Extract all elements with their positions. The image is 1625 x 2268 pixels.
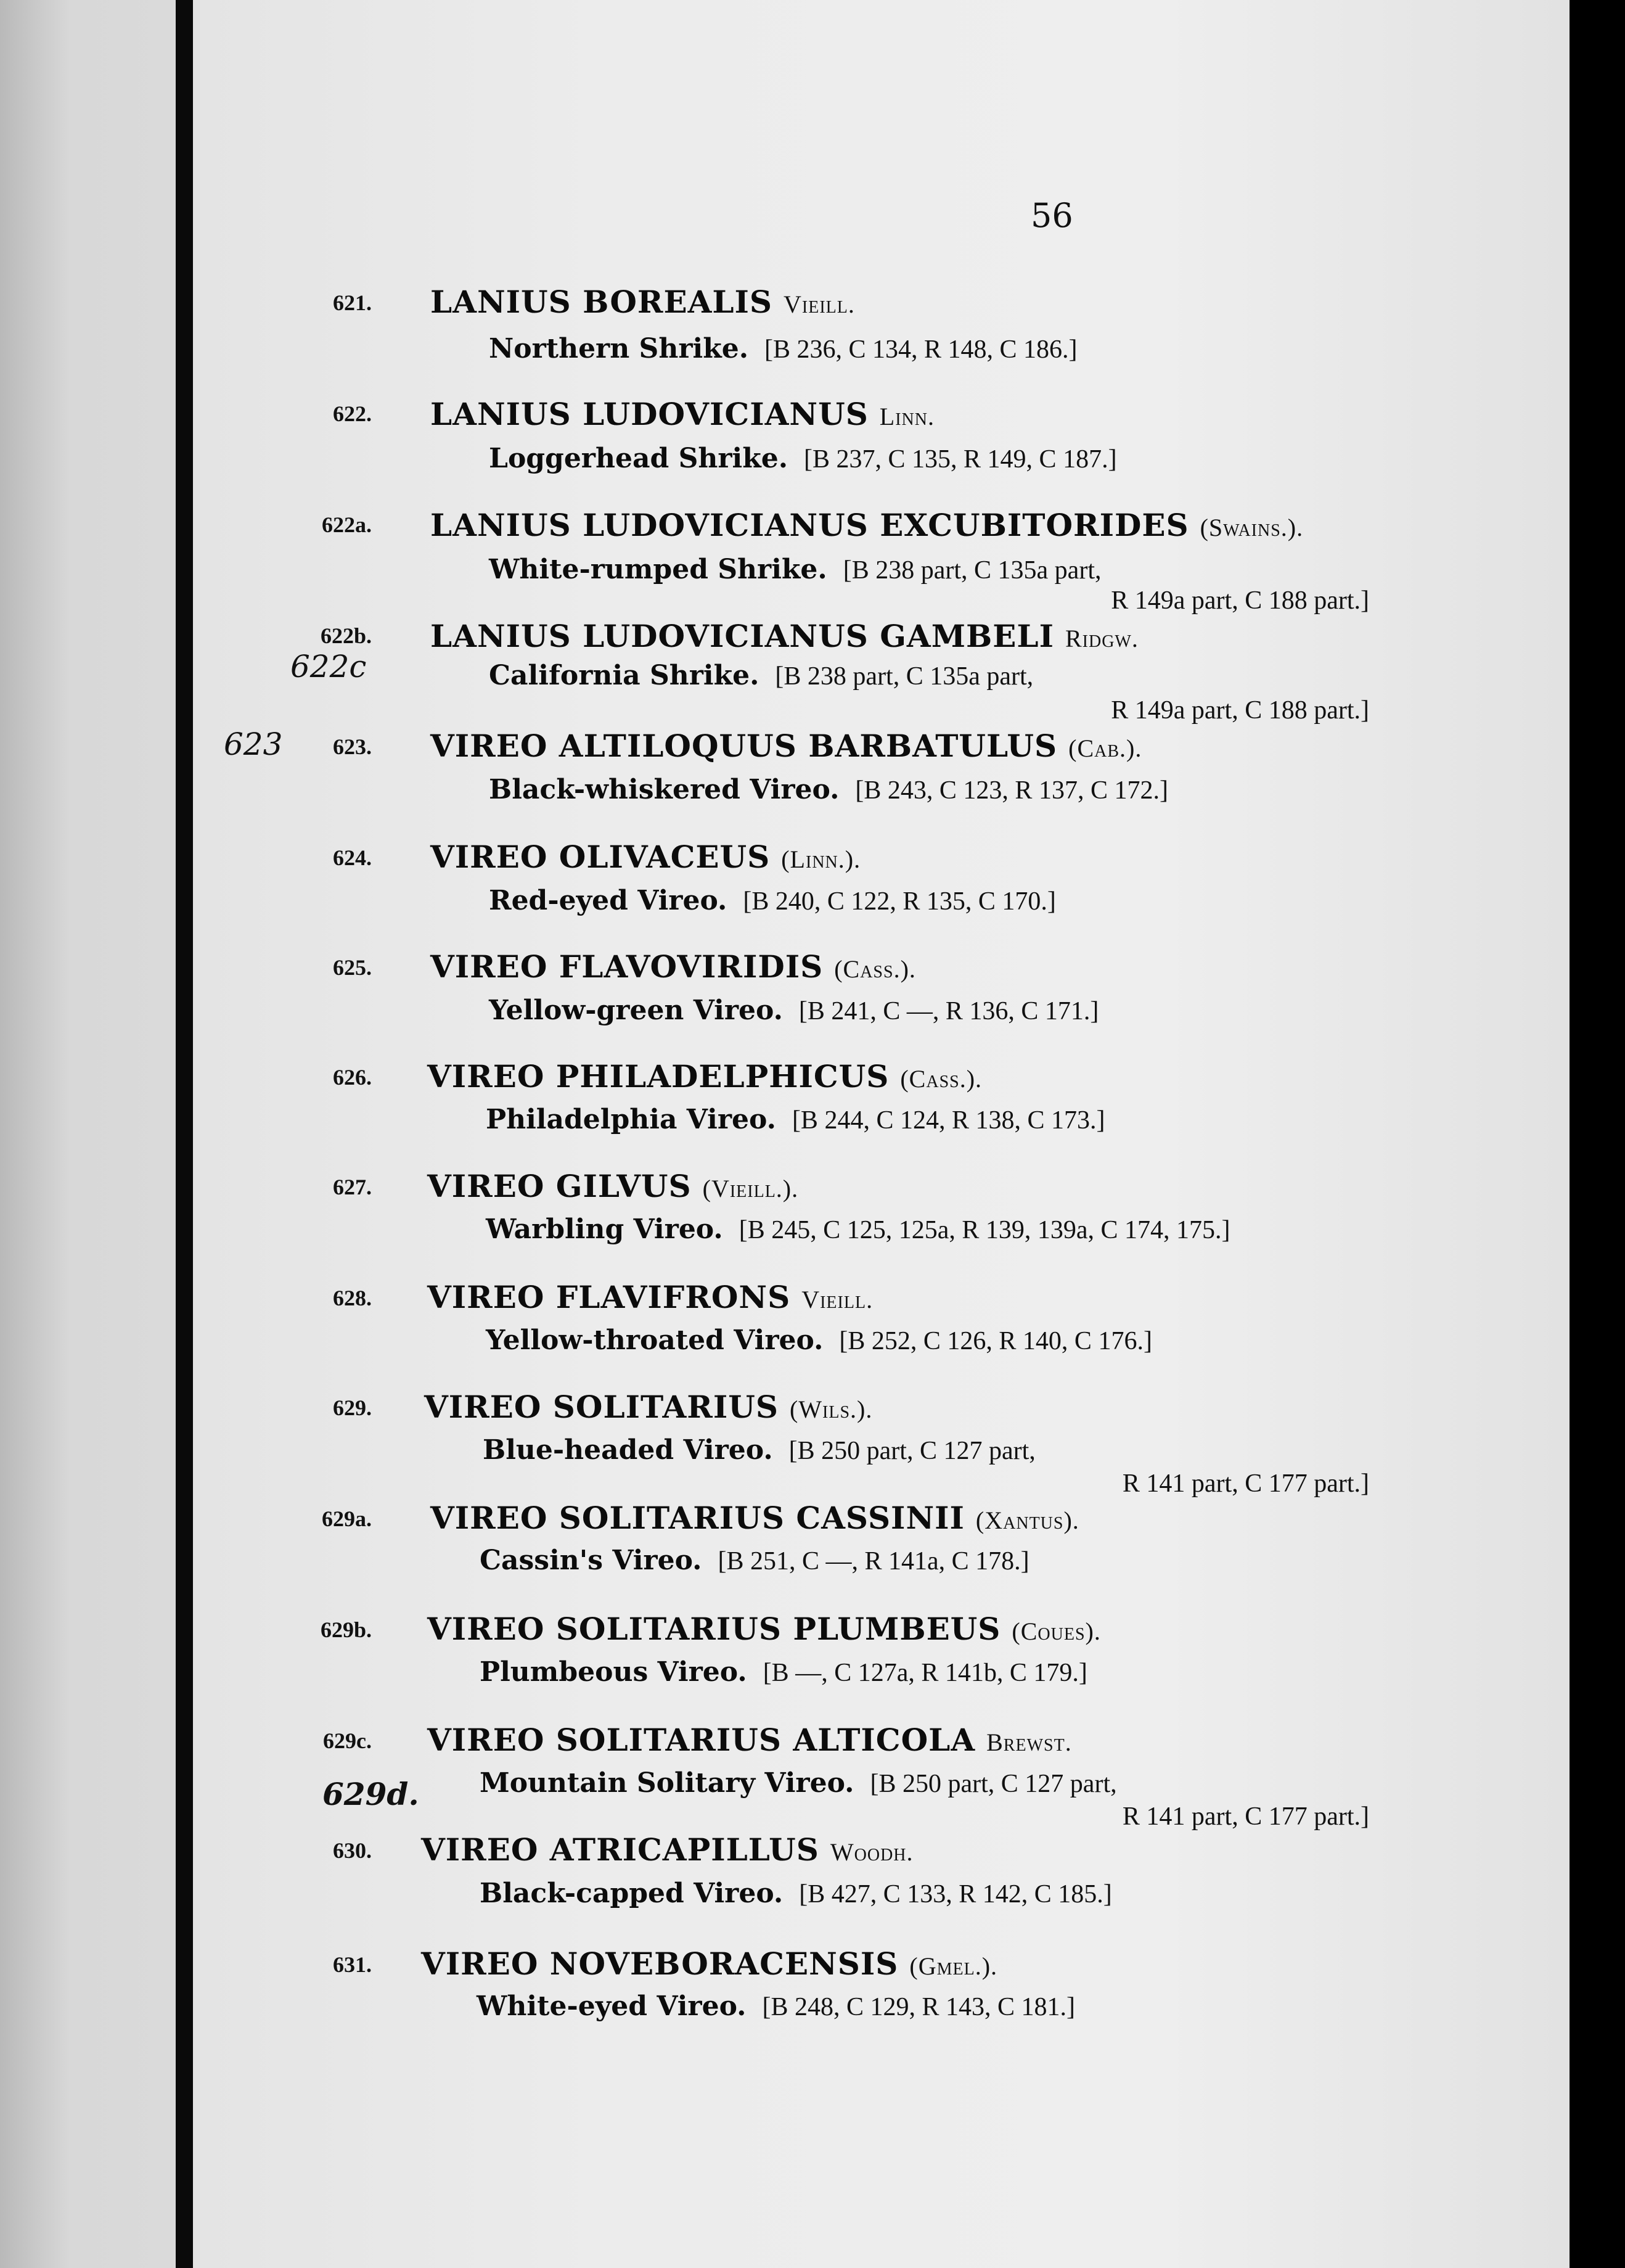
references-continued: R 149a part, C 188 part.] xyxy=(1111,696,1369,725)
references: [B 245, C 125, 125a, R 139, 139a, C 174, 175.] xyxy=(739,1216,1230,1244)
references: [B 238 part, C 135a part, xyxy=(775,662,1034,691)
references: [B 250 part, C 127 part, xyxy=(788,1437,1036,1465)
scientific-name: VIREO FLAVOVIRIDIS (Cass.). xyxy=(430,948,916,985)
entry-number: 630. xyxy=(333,1838,372,1863)
book-page xyxy=(193,0,1570,2268)
common-name: Blue-headed Vireo. [B 250 part, C 127 part, xyxy=(483,1434,1036,1466)
entry-number: 622a. xyxy=(322,512,372,537)
scientific-name: LANIUS LUDOVICIANUS EXCUBITORIDES (Swains.). xyxy=(430,507,1304,543)
authority: (Cab.). xyxy=(1068,734,1142,762)
scientific-name: LANIUS LUDOVICIANUS GAMBELI Ridgw. xyxy=(430,618,1139,654)
facing-page-edge xyxy=(0,0,176,2268)
common-name: Loggerhead Shrike. [B 237, C 135, R 149, C 187.] xyxy=(489,443,1117,474)
common-name: Warbling Vireo. [B 245, C 125, 125a, R 139, 139a, C 174, 175.] xyxy=(486,1214,1230,1245)
entry-number: 626. xyxy=(333,1065,372,1090)
scientific-name: VIREO OLIVACEUS (Linn.). xyxy=(430,839,861,875)
common-name: Northern Shrike. [B 236, C 134, R 148, C 186.] xyxy=(489,333,1078,364)
handwritten-note-623: 623 xyxy=(224,726,283,762)
authority: (Wils.). xyxy=(789,1395,873,1423)
scientific-name: VIREO PHILADELPHICUS (Cass.). xyxy=(427,1058,983,1095)
entry-number: 627. xyxy=(333,1175,372,1199)
common-name: California Shrike. [B 238 part, C 135a part, xyxy=(489,660,1034,691)
scientific-name: VIREO GILVUS (Vieill.). xyxy=(427,1168,799,1204)
scientific-name: VIREO SOLITARIUS (Wils.). xyxy=(424,1389,873,1425)
authority: Linn. xyxy=(879,403,935,430)
common-name: Philadelphia Vireo. [B 244, C 124, R 138, C 173.] xyxy=(486,1104,1105,1135)
common-name: Cassin's Vireo. [B 251, C —, R 141a, C 178.] xyxy=(480,1545,1029,1576)
entry-number: 623. xyxy=(333,734,372,759)
entry-number: 622b. xyxy=(320,623,372,648)
authority: Vieill. xyxy=(784,290,855,318)
authority: (Cass.). xyxy=(834,955,916,983)
scientific-name: VIREO SOLITARIUS PLUMBEUS (Coues). xyxy=(427,1611,1101,1647)
references: [B 251, C —, R 141a, C 178.] xyxy=(718,1547,1029,1576)
scan-border xyxy=(1570,0,1625,2268)
common-name: Yellow-green Vireo. [B 241, C —, R 136, C 171.] xyxy=(489,995,1099,1026)
authority: (Cass.). xyxy=(900,1065,983,1093)
handwritten-note-622c: 622c xyxy=(290,649,367,684)
references: [B 248, C 129, R 143, C 181.] xyxy=(762,1993,1076,2021)
references-continued: R 141 part, C 177 part.] xyxy=(1122,1802,1369,1831)
common-name: Black-capped Vireo. [B 427, C 133, R 142, C 185.] xyxy=(480,1878,1112,1909)
scientific-name: LANIUS BOREALIS Vieill. xyxy=(430,284,855,320)
authority: (Vieill.). xyxy=(702,1175,799,1202)
references: [B 238 part, C 135a part, xyxy=(843,556,1102,585)
entry-number: 621. xyxy=(333,290,372,315)
references: [B 243, C 123, R 137, C 172.] xyxy=(855,776,1168,805)
references: [B 237, C 135, R 149, C 187.] xyxy=(804,445,1117,474)
references: [B 236, C 134, R 148, C 186.] xyxy=(764,335,1078,364)
common-name: Red-eyed Vireo. [B 240, C 122, R 135, C 170.] xyxy=(489,885,1056,916)
entry-number: 629. xyxy=(333,1395,372,1420)
scientific-name: VIREO SOLITARIUS ALTICOLA Brewst. xyxy=(427,1722,1072,1758)
references: [B 427, C 133, R 142, C 185.] xyxy=(799,1880,1112,1908)
scientific-name: VIREO ATRICAPILLUS Woodh. xyxy=(421,1831,914,1868)
entry-number: 622. xyxy=(333,401,372,426)
scientific-name: VIREO FLAVIFRONS Vieill. xyxy=(427,1279,874,1315)
scientific-name: VIREO SOLITARIUS CASSINII (Xantus). xyxy=(430,1500,1079,1536)
scientific-name: LANIUS LUDOVICIANUS Linn. xyxy=(430,396,935,432)
binding-gutter xyxy=(176,0,193,2268)
common-name: White-rumped Shrike. [B 238 part, C 135a part, xyxy=(489,554,1102,585)
references-continued: R 141 part, C 177 part.] xyxy=(1122,1469,1369,1498)
common-name: Yellow-throated Vireo. [B 252, C 126, R 140, C 176.] xyxy=(486,1325,1152,1356)
authority: (Coues). xyxy=(1012,1617,1101,1645)
references: [B 244, C 124, R 138, C 173.] xyxy=(792,1106,1105,1135)
references: [B —, C 127a, R 141b, C 179.] xyxy=(763,1659,1087,1687)
references: [B 250 part, C 127 part, xyxy=(870,1770,1117,1798)
common-name: White-eyed Vireo. [B 248, C 129, R 143, C 181.] xyxy=(477,1991,1076,2022)
authority: (Gmel.). xyxy=(909,1952,998,1980)
scientific-name: VIREO NOVEBORACENSIS (Gmel.). xyxy=(421,1945,998,1982)
references: [B 241, C —, R 136, C 171.] xyxy=(798,997,1099,1025)
authority: (Linn.). xyxy=(781,845,861,873)
scientific-name: VIREO ALTILOQUUS BARBATULUS (Cab.). xyxy=(430,728,1142,764)
authority: Vieill. xyxy=(801,1286,874,1313)
authority: (Xantus). xyxy=(975,1506,1079,1534)
common-name: Plumbeous Vireo. [B —, C 127a, R 141b, C 179.] xyxy=(480,1656,1087,1688)
entry-number: 629b. xyxy=(320,1617,372,1642)
common-name: Black-whiskered Vireo. [B 243, C 123, R 137, C 172.] xyxy=(489,774,1168,805)
entry-number: 629a. xyxy=(322,1506,372,1531)
handwritten-note-629d: 629d. xyxy=(322,1776,419,1812)
authority: Ridgw. xyxy=(1065,625,1139,652)
entry-number: 631. xyxy=(333,1952,372,1977)
entry-number: 628. xyxy=(333,1286,372,1310)
common-name: Mountain Solitary Vireo. [B 250 part, C 127 part, xyxy=(480,1767,1117,1799)
entry-number: 625. xyxy=(333,955,372,980)
authority: Brewst. xyxy=(986,1728,1072,1756)
entry-number: 624. xyxy=(333,845,372,870)
references: [B 252, C 126, R 140, C 176.] xyxy=(839,1327,1152,1355)
references-continued: R 149a part, C 188 part.] xyxy=(1111,586,1369,615)
references: [B 240, C 122, R 135, C 170.] xyxy=(743,887,1056,916)
page-number: 56 xyxy=(1031,196,1073,235)
authority: Woodh. xyxy=(830,1838,914,1866)
authority: (Swains.). xyxy=(1200,514,1304,541)
entry-number: 629c. xyxy=(323,1728,372,1753)
